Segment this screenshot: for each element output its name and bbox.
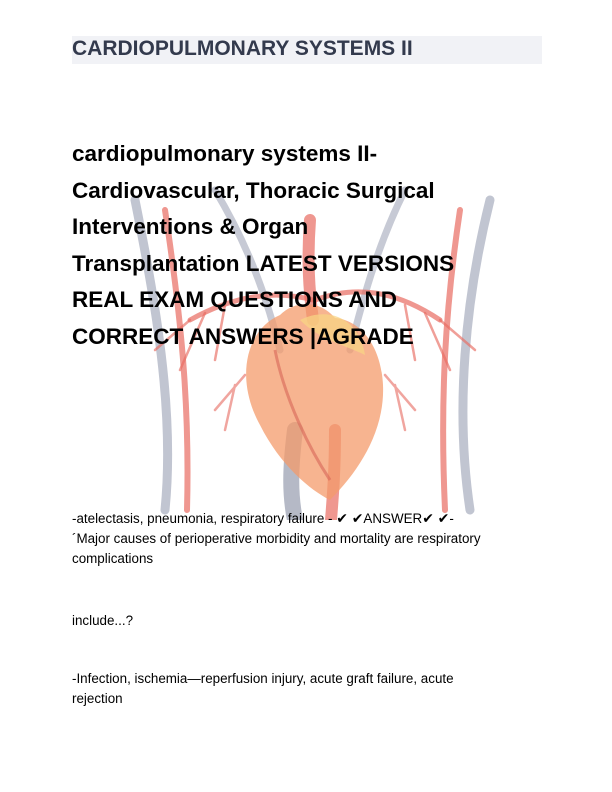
check-mark-icon: ✔	[437, 511, 450, 527]
answer-text: ´Major causes of perioperative morbidity and mortality are respiratory	[72, 531, 481, 546]
check-mark-icon: ✔	[336, 511, 348, 527]
qa-item-2: include...?	[72, 613, 134, 628]
title-line: CORRECT ANSWERS |AGRADE	[72, 323, 414, 349]
question-text: rejection	[72, 691, 123, 706]
check-mark-icon: ✔	[422, 511, 434, 527]
question-text: -atelectasis, pneumonia, respiratory failure -	[72, 511, 337, 526]
title-line: Cardiovascular, Thoracic Surgical	[72, 177, 435, 203]
question-text: -Infection, ischemia—reperfusion injury, acute graft failure, acute	[72, 671, 454, 686]
qa-item-1-line-1	[72, 509, 542, 529]
title-line: cardiopulmonary systems II-	[72, 141, 378, 166]
answer-label: ANSWER	[363, 511, 423, 526]
title-line: Interventions & Organ	[72, 214, 309, 239]
answer-text: complications	[72, 551, 154, 566]
header-title: CARDIOPULMONARY SYSTEMS II	[72, 37, 413, 60]
title-line: REAL EXAM QUESTIONS AND	[72, 287, 398, 312]
check-mark-icon: ✔	[351, 511, 364, 527]
qa-item-3	[72, 669, 542, 709]
document-title	[72, 136, 547, 355]
title-line: Transplantation LATEST VERSIONS	[72, 250, 455, 276]
answer-dash: -	[449, 511, 454, 526]
qa-item-1	[72, 509, 542, 569]
